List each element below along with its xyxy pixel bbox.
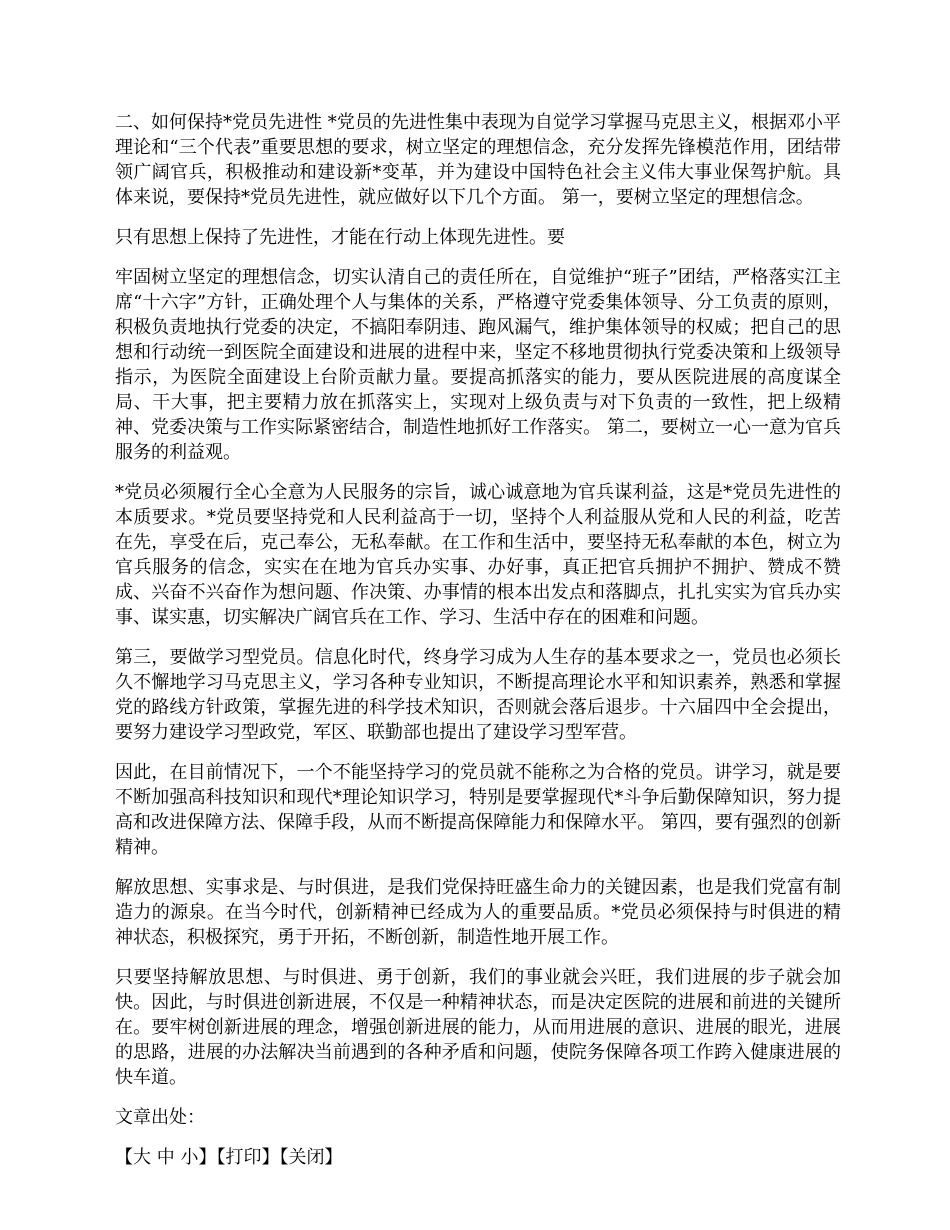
font-size-close-bracket: 】 xyxy=(198,1147,217,1168)
paragraph-3: 牢固树立坚定的理想信念，切实认清自己的责任所在，自觉维护“班子”团结，严格落实江主席“十六字”方针，正确处理个人与集体的关系，严格遵守党委集体领导、分工负责的原则，积极负责地执行党委的决定，不搞阳奉阴违、跑风漏气，维护集体领导的权威；把自己的思想和行动统一到医院全面建设和进展的进程中来，坚定不移地贯彻执行党委决策和上级领导指示，为医院全面建设上台阶贡献力量。要提高抓落实的能力，要从医院进展的高度谋全局、干大事，把主要精力放在抓落实上，实现对上级负责与对下负责的一致性，把上级精神、党委决策与工作实际紧密结合，制造性地抓好工作落实。 第二，要树立一心一意为官兵服务的利益观。 xyxy=(115,267,841,463)
article-source-label: 文章出处： xyxy=(115,1107,205,1128)
paragraph-8: 只要坚持解放思想、与时俱进、勇于创新，我们的事业就会兴旺，我们进展的步子就会加快。因此，与时俱进创新进展，不仅是一种精神状态，而是决定医院的进展和前进的关键所在。要牢树创新进展的理念，增强创新进展的能力，从而用进展的意识、进展的眼光，进展的思路，进展的办法解决当前遇到的各种矛盾和问题，使院务保障各项工作跨入健康进展的快车道。 xyxy=(115,967,841,1088)
article-body xyxy=(115,110,841,1170)
print-link[interactable]: 【打印】 xyxy=(216,1147,280,1168)
paragraph-2: 只有思想上保持了先进性，才能在行动上体现先进性。要 xyxy=(115,227,565,248)
font-size-open-bracket: 【 xyxy=(115,1147,133,1168)
font-size-small-link[interactable]: 小 xyxy=(180,1147,199,1168)
paragraph-5: 第三，要做学习型党员。信息化时代，终身学习成为人生存的基本要求之一，党员也必须长久不懈地学习马克思主义，学习各种专业知识，不断提高理论水平和知识素养，熟悉和掌握党的路线方针政策，掌握先进的科学技术知识，否则就会落后退步。十六届四中全会提出，要努力建设学习型政党，军区、联勤部也提出了建设学习型军营。 xyxy=(115,647,841,743)
paragraph-6: 因此，在目前情况下，一个不能坚持学习的党员就不能称之为合格的党员。讲学习，就是要不断加强高科技知识和现代*理论知识学习，特别是要掌握现代*斗争后勤保障知识，努力提高和改进保障方法、保障手段，从而不断提高保障能力和保障水平。 第四，要有强烈的创新精神。 xyxy=(115,762,841,858)
font-size-medium-link[interactable]: 中 xyxy=(156,1147,175,1168)
font-size-large-link[interactable]: 大 xyxy=(133,1147,151,1168)
paragraph-7: 解放思想、实事求是、与时俱进，是我们党保持旺盛生命力的关键因素，也是我们党富有制造力的源泉。在当今时代，创新精神已经成为人的重要品质。*党员必须保持与时俱进的精神状态，积极探究，勇于开拓，不断创新，制造性地开展工作。 xyxy=(115,877,841,948)
paragraph-4: *党员必须履行全心全意为人民服务的宗旨，诚心诚意地为官兵谋利益，这是*党员先进性的本质要求。*党员要坚持党和人民利益高于一切，坚持个人利益服从党和人民的利益，吃苦在先，享受在后，克己奉公，无私奉献。在工作和生活中，要坚持无私奉献的本色，树立为官兵服务的信念，实实在在地为官兵办实事、办好事，真正把官兵拥护不拥护、赞成不赞成、兴奋不兴奋作为想问题、作决策、办事情的根本出发点和落脚点，扎扎实实为官兵办实事、谋实惠，切实解决广阔官兵在工作、学习、生活中存在的困难和问题。 xyxy=(115,482,841,628)
paragraph-1: 二、如何保持*党员先进性 *党员的先进性集中表现为自觉学习掌握马克思主义，根据邓小平理论和“三个代表”重要思想的要求，树立坚定的理想信念，充分发挥先锋模范作用，团结带领广阔官兵，积极推动和建设新*变革，并为建设中国特色社会主义伟大事业保驾护航。具体来说，要保持*党员先进性，就应做好以下几个方面。 第一，要树立坚定的理想信念。 xyxy=(115,112,841,208)
close-link[interactable]: 【关闭】 xyxy=(279,1147,343,1168)
article-controls xyxy=(115,1145,841,1170)
